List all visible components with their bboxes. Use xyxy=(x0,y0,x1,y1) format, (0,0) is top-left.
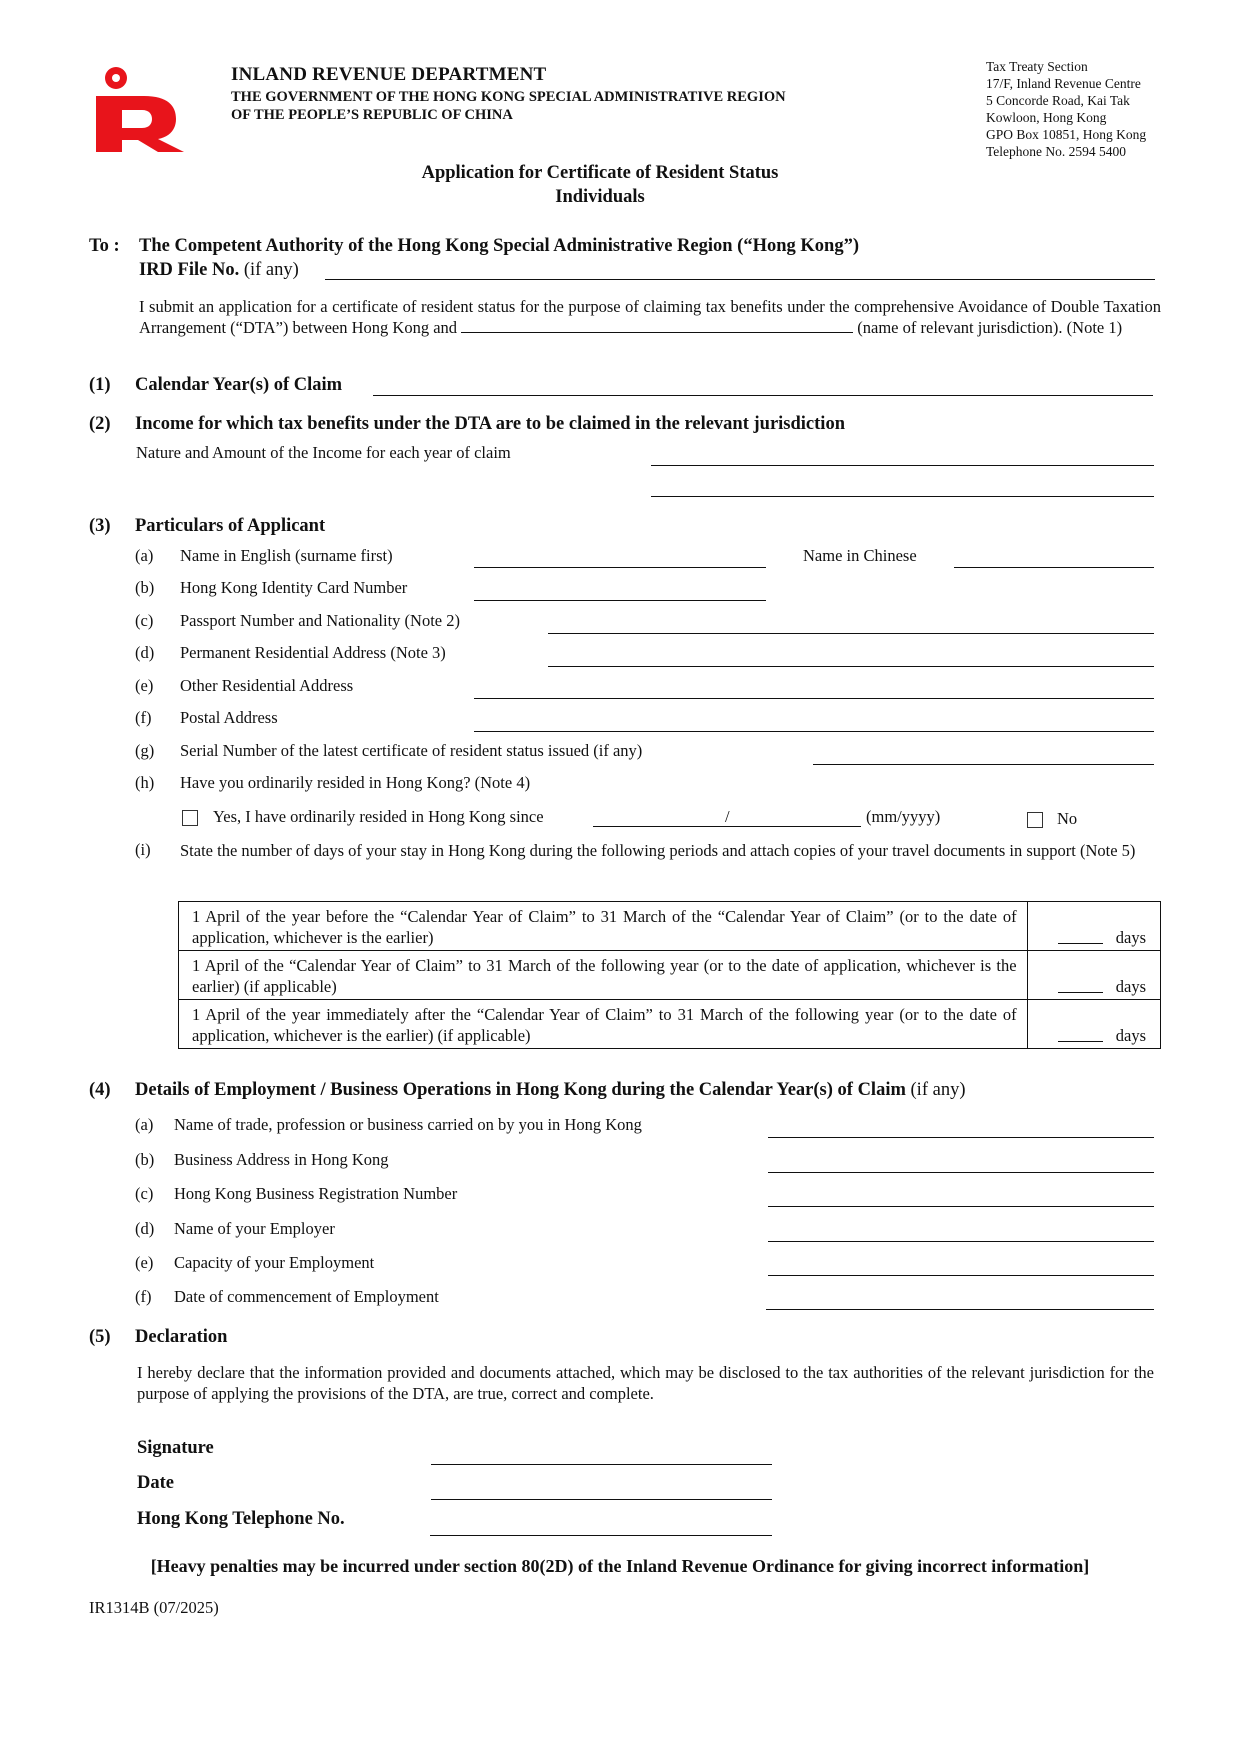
competent-authority: The Competent Authority of the Hong Kong Special Administrative Region (“Hong Kong”) xyxy=(139,236,859,256)
trade-name-label: Name of trade, profession or business carried on by you in Hong Kong xyxy=(174,1115,642,1134)
section-3-number: (3) xyxy=(89,516,111,536)
passport-field[interactable] xyxy=(548,633,1154,634)
ird-logo xyxy=(92,62,188,152)
days-cell xyxy=(1027,951,1160,1000)
section-5-number: (5) xyxy=(89,1327,111,1347)
jurisdiction-name-field[interactable] xyxy=(461,318,853,333)
calendar-year-field[interactable] xyxy=(373,395,1153,396)
name-english-label: Name in English (surname first) xyxy=(180,546,393,565)
days-unit: days xyxy=(1115,977,1146,996)
trade-name-field[interactable] xyxy=(768,1137,1154,1138)
name-chinese-label: Name in Chinese xyxy=(803,546,917,565)
item-letter: (h) xyxy=(135,773,155,792)
section-4-if-any: (if any) xyxy=(910,1080,966,1100)
days-cell xyxy=(1027,902,1160,951)
form-title xyxy=(0,161,1200,209)
address-line: Telephone No. 2594 5400 xyxy=(986,144,1127,159)
name-english-field[interactable] xyxy=(474,567,766,568)
signature-field[interactable] xyxy=(431,1464,772,1465)
business-address-field[interactable] xyxy=(768,1172,1154,1173)
department-name: INLAND REVENUE DEPARTMENT xyxy=(231,64,547,85)
employer-name-field[interactable] xyxy=(768,1241,1154,1242)
government-line-1: THE GOVERNMENT OF THE HONG KONG SPECIAL ADMINISTRATIVE REGION xyxy=(231,89,786,105)
item-letter: (a) xyxy=(135,546,154,565)
ird-file-if-any: (if any) xyxy=(243,260,299,280)
section-5-heading: Declaration xyxy=(135,1327,228,1347)
signature-label: Signature xyxy=(137,1438,214,1458)
phone-field[interactable] xyxy=(430,1535,772,1536)
br-number-label: Hong Kong Business Registration Number xyxy=(174,1184,458,1203)
government-line-2: OF THE PEOPLE’S REPUBLIC OF CHINA xyxy=(231,107,513,123)
employment-date-label: Date of commencement of Employment xyxy=(174,1287,439,1306)
days-of-stay-table xyxy=(178,901,1161,1049)
declaration-text: I hereby declare that the information provided and documents attached, which may be disclosed to the tax authorities of the relevant jurisdiction for the purpose of applying the provisions of the DTA, are true, correct and complete. xyxy=(137,1363,1154,1403)
item-letter: (c) xyxy=(135,1184,154,1203)
penalty-warning: [Heavy penalties may be incurred under section 80(2D) of the Inland Revenue Ordinance for giving incorrect information] xyxy=(150,1556,1090,1576)
employer-name-label: Name of your Employer xyxy=(174,1219,335,1238)
permanent-address-field[interactable] xyxy=(548,666,1154,667)
yes-option-label: Yes, I have ordinarily resided in Hong Kong since xyxy=(213,807,544,826)
item-letter: (b) xyxy=(135,578,155,597)
address-line: Kowloon, Hong Kong xyxy=(986,110,1107,125)
other-address-field[interactable] xyxy=(474,698,1154,699)
government-name xyxy=(231,88,786,124)
phone-label: Hong Kong Telephone No. xyxy=(137,1509,345,1529)
table-row xyxy=(179,902,1161,951)
postal-address-label: Postal Address xyxy=(180,708,278,727)
section-4-heading-text: Details of Employment / Business Operations in Hong Kong during the Calendar Year(s) of Claim xyxy=(135,1080,906,1100)
office-address xyxy=(986,58,1146,160)
postal-address-field[interactable] xyxy=(474,731,1154,732)
intro-paragraph xyxy=(139,296,1161,338)
intro-text: I submit an application for a certificate of resident status for the purpose of claiming tax benefits under the comprehensive Avoidance of Double Taxation Arrangement (“DTA”) between Hong Kong and xyxy=(139,297,1161,337)
address-line: 5 Concorde Road, Kai Tak xyxy=(986,93,1130,108)
days-count-field[interactable] xyxy=(1058,992,1103,993)
business-address-label: Business Address in Hong Kong xyxy=(174,1150,389,1169)
table-row xyxy=(179,951,1161,1000)
days-count-field[interactable] xyxy=(1058,1041,1103,1042)
item-letter: (i) xyxy=(135,840,151,859)
yes-checkbox[interactable] xyxy=(182,810,198,826)
section-4-heading xyxy=(135,1080,965,1101)
name-chinese-field[interactable] xyxy=(954,567,1154,568)
item-letter: (f) xyxy=(135,708,152,727)
period-description: 1 April of the year before the “Calendar Year of Claim” to 31 March of the “Calendar Year of Claim” (or to the date of application, whichever is the earlier) xyxy=(179,902,1028,951)
permanent-address-label: Permanent Residential Address (Note 3) xyxy=(180,643,446,662)
address-line: Tax Treaty Section xyxy=(986,59,1088,74)
section-3-heading: Particulars of Applicant xyxy=(135,516,326,536)
days-cell xyxy=(1027,1000,1160,1049)
address-line: GPO Box 10851, Hong Kong xyxy=(986,127,1147,142)
to-label: To : xyxy=(89,236,120,256)
form-code: IR1314B (07/2025) xyxy=(89,1598,219,1617)
section-1-heading: Calendar Year(s) of Claim xyxy=(135,375,343,395)
item-letter: (e) xyxy=(135,1253,154,1272)
item-letter: (e) xyxy=(135,676,154,695)
ird-file-label-text: IRD File No. xyxy=(139,260,240,280)
period-description: 1 April of the year immediately after the “Calendar Year of Claim” to 31 March of the following year (or to the date of application, whichever is the earlier) (if applicable) xyxy=(179,1000,1028,1049)
br-number-field[interactable] xyxy=(768,1206,1154,1207)
item-letter: (b) xyxy=(135,1150,155,1169)
address-line: 17/F, Inland Revenue Centre xyxy=(986,76,1141,91)
item-letter: (f) xyxy=(135,1287,152,1306)
date-format-hint: (mm/yyyy) xyxy=(866,807,941,826)
certificate-serial-field[interactable] xyxy=(813,764,1154,765)
date-label: Date xyxy=(137,1473,174,1493)
ird-file-number-field[interactable] xyxy=(325,279,1155,280)
income-field-line-1[interactable] xyxy=(651,465,1154,466)
date-separator: / xyxy=(725,807,730,826)
certificate-serial-label: Serial Number of the latest certificate of resident status issued (if any) xyxy=(180,741,643,760)
days-unit: days xyxy=(1115,1026,1146,1045)
item-letter: (d) xyxy=(135,1219,155,1238)
income-nature-label: Nature and Amount of the Income for each year of claim xyxy=(136,443,511,462)
no-checkbox[interactable] xyxy=(1027,812,1043,828)
employment-capacity-field[interactable] xyxy=(768,1275,1154,1276)
days-of-stay-instruction: State the number of days of your stay in Hong Kong during the following periods and attach copies of your travel documents in support (Note 5) xyxy=(180,841,1136,860)
table-row xyxy=(179,1000,1161,1049)
date-field[interactable] xyxy=(431,1499,772,1500)
item-letter: (a) xyxy=(135,1115,154,1134)
ordinarily-resided-question: Have you ordinarily resided in Hong Kong? (Note 4) xyxy=(180,773,531,792)
income-field-line-2[interactable] xyxy=(651,496,1154,497)
section-2-number: (2) xyxy=(89,414,111,434)
section-1-number: (1) xyxy=(89,375,111,395)
item-letter: (d) xyxy=(135,643,155,662)
form-title-line-1: Application for Certificate of Resident Status xyxy=(421,163,779,183)
no-option-label: No xyxy=(1057,809,1078,828)
ird-file-label xyxy=(139,260,299,281)
other-address-label: Other Residential Address xyxy=(180,676,354,695)
item-letter: (g) xyxy=(135,741,155,760)
form-title-line-2: Individuals xyxy=(555,187,645,207)
days-count-field[interactable] xyxy=(1058,943,1103,944)
days-unit: days xyxy=(1115,928,1146,947)
intro-note: (name of relevant jurisdiction). (Note 1) xyxy=(857,318,1123,337)
item-letter: (c) xyxy=(135,611,154,630)
employment-date-field[interactable] xyxy=(766,1309,1154,1310)
period-description: 1 April of the “Calendar Year of Claim” to 31 March of the following year (or to the date of application, whichever is the earlier) (if applicable) xyxy=(179,951,1028,1000)
hkid-label: Hong Kong Identity Card Number xyxy=(180,578,408,597)
section-4-number: (4) xyxy=(89,1080,111,1100)
section-2-heading: Income for which tax benefits under the DTA are to be claimed in the relevant jurisdiction xyxy=(135,414,845,434)
employment-capacity-label: Capacity of your Employment xyxy=(174,1253,375,1272)
hkid-field[interactable] xyxy=(474,600,766,601)
passport-label: Passport Number and Nationality (Note 2) xyxy=(180,611,460,630)
